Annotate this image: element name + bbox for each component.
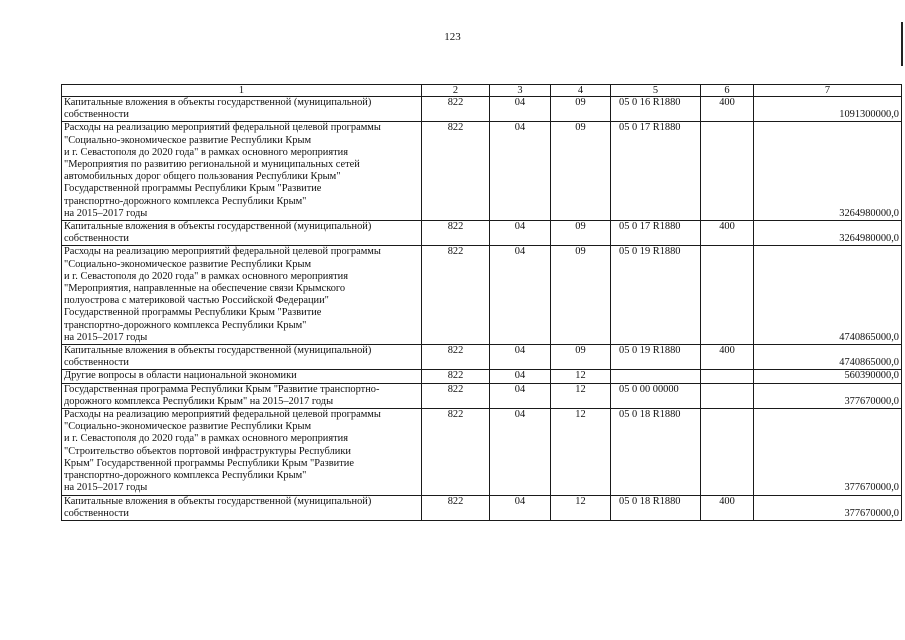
row-expense-type-cell: 400 [701, 221, 754, 246]
budget-table [61, 84, 902, 521]
row-amount-cell: 3264980000,0 [754, 221, 902, 246]
table-row [62, 345, 902, 370]
row-target-article-cell: 05 0 16 R1880 [611, 97, 701, 122]
row-grbs-cell: 822 [422, 383, 490, 408]
row-section-cell: 04 [490, 370, 551, 383]
table-row [62, 97, 902, 122]
row-name-cell: Расходы на реализацию мероприятий федеральной целевой программы "Социально-экономическое развитие Республики Крым и г. Севастополя до 2020 года" в рамках основного мероприятия "Мероприятия, направленные на обеспечение связи Крымского полуострова с материковой частью Российской Федерации" Государственной программы Республики Крым "Развитие транспортно-дорожного комплекса Республики Крым" на 2015–2017 годы [62, 246, 422, 345]
table-row [62, 383, 902, 408]
row-name-cell: Капитальные вложения в объекты государственной (муниципальной) собственности [62, 495, 422, 520]
page-edge-mark [901, 22, 903, 66]
page-number: 123 [444, 31, 461, 43]
row-subsection-cell: 09 [551, 221, 611, 246]
column-header-7: 7 [754, 85, 902, 97]
row-section-cell: 04 [490, 221, 551, 246]
row-subsection-cell: 12 [551, 383, 611, 408]
row-target-article-cell: 05 0 19 R1880 [611, 345, 701, 370]
row-grbs-cell: 822 [422, 409, 490, 495]
row-amount-cell: 4740865000,0 [754, 246, 902, 345]
row-grbs-cell: 822 [422, 221, 490, 246]
row-expense-type-cell [701, 409, 754, 495]
row-expense-type-cell [701, 370, 754, 383]
row-expense-type-cell [701, 383, 754, 408]
column-header-3: 3 [490, 85, 551, 97]
table-row [62, 370, 902, 383]
row-section-cell: 04 [490, 97, 551, 122]
row-section-cell: 04 [490, 409, 551, 495]
row-grbs-cell: 822 [422, 495, 490, 520]
row-section-cell: 04 [490, 246, 551, 345]
budget-table-body [62, 85, 902, 521]
row-expense-type-cell: 400 [701, 495, 754, 520]
row-name-cell: Капитальные вложения в объекты государственной (муниципальной) собственности [62, 97, 422, 122]
column-header-1: 1 [62, 85, 422, 97]
row-grbs-cell: 822 [422, 345, 490, 370]
row-expense-type-cell: 400 [701, 345, 754, 370]
row-grbs-cell: 822 [422, 246, 490, 345]
row-section-cell: 04 [490, 495, 551, 520]
column-header-4: 4 [551, 85, 611, 97]
table-row [62, 122, 902, 221]
row-name-cell: Расходы на реализацию мероприятий федеральной целевой программы "Социально-экономическое развитие Республики Крым и г. Севастополя до 2020 года" в рамках основного мероприятия "Мероприятия по развитию региональной и муниципальных сетей автомобильных дорог общего пользования Республики Крым" Государственной программы Республики Крым "Развитие транспортно-дорожного комплекса Республики Крым" на 2015–2017 годы [62, 122, 422, 221]
row-subsection-cell: 09 [551, 246, 611, 345]
row-subsection-cell: 09 [551, 122, 611, 221]
row-target-article-cell: 05 0 18 R1880 [611, 409, 701, 495]
row-target-article-cell: 05 0 00 00000 [611, 383, 701, 408]
row-grbs-cell: 822 [422, 97, 490, 122]
row-expense-type-cell: 400 [701, 97, 754, 122]
row-name-cell: Другие вопросы в области национальной экономики [62, 370, 422, 383]
row-target-article-cell [611, 370, 701, 383]
row-amount-cell: 377670000,0 [754, 495, 902, 520]
row-grbs-cell: 822 [422, 122, 490, 221]
row-amount-cell: 377670000,0 [754, 383, 902, 408]
row-amount-cell: 1091300000,0 [754, 97, 902, 122]
row-name-cell: Государственная программа Республики Крым "Развитие транспортно- дорожного комплекса Республики Крым" на 2015–2017 годы [62, 383, 422, 408]
row-amount-cell: 377670000,0 [754, 409, 902, 495]
row-target-article-cell: 05 0 18 R1880 [611, 495, 701, 520]
row-grbs-cell: 822 [422, 370, 490, 383]
row-expense-type-cell [701, 246, 754, 345]
row-amount-cell: 560390000,0 [754, 370, 902, 383]
table-header-row [62, 85, 902, 97]
row-name-cell: Расходы на реализацию мероприятий федеральной целевой программы "Социально-экономическое развитие Республики Крым и г. Севастополя до 2020 года" в рамках основного мероприятия "Строительство объектов портовой инфраструктуры Республики Крым" Государственной программы Республики Крым "Развитие транспортно-дорожного комплекса Республики Крым" на 2015–2017 годы [62, 409, 422, 495]
table-row [62, 246, 902, 345]
table-row [62, 221, 902, 246]
row-section-cell: 04 [490, 383, 551, 408]
row-target-article-cell: 05 0 19 R1880 [611, 246, 701, 345]
table-row [62, 495, 902, 520]
column-header-6: 6 [701, 85, 754, 97]
row-section-cell: 04 [490, 345, 551, 370]
column-header-2: 2 [422, 85, 490, 97]
row-target-article-cell: 05 0 17 R1880 [611, 122, 701, 221]
table-row [62, 409, 902, 495]
row-expense-type-cell [701, 122, 754, 221]
row-subsection-cell: 09 [551, 97, 611, 122]
row-name-cell: Капитальные вложения в объекты государственной (муниципальной) собственности [62, 345, 422, 370]
row-subsection-cell: 12 [551, 409, 611, 495]
row-subsection-cell: 09 [551, 345, 611, 370]
row-amount-cell: 4740865000,0 [754, 345, 902, 370]
column-header-5: 5 [611, 85, 701, 97]
row-section-cell: 04 [490, 122, 551, 221]
row-subsection-cell: 12 [551, 370, 611, 383]
row-amount-cell: 3264980000,0 [754, 122, 902, 221]
row-subsection-cell: 12 [551, 495, 611, 520]
row-name-cell: Капитальные вложения в объекты государственной (муниципальной) собственности [62, 221, 422, 246]
row-target-article-cell: 05 0 17 R1880 [611, 221, 701, 246]
